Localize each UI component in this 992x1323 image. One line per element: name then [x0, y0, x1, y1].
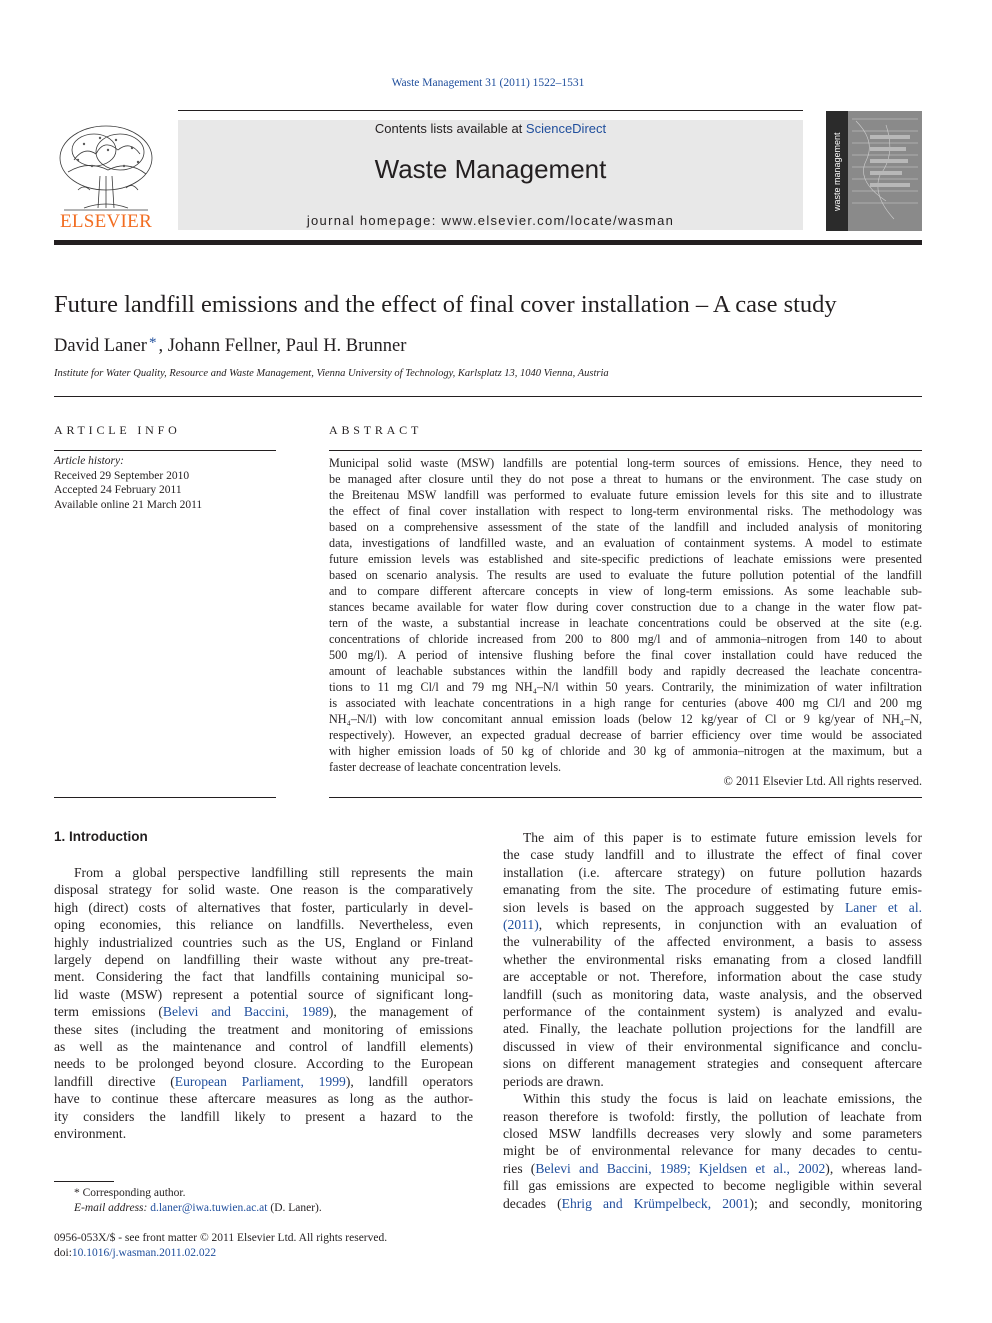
abstract-line: based on a comprehensive assessment of the state of the landfill and included analysis of monitoring	[329, 520, 922, 534]
abstract-line: tions to 11 mg Cl/l and 79 mg NH₄–N/l within 50 years. Contrarily, the minimization of water infiltration	[329, 680, 922, 694]
abstract-line: is associated with leachate concentrations in a high range for centuries (above 400 mg Cl/l and 200 mg	[329, 696, 922, 710]
body-line: emanating from the site. The procedure of estimating future emis-	[503, 882, 922, 898]
body-line: might be of environmental relevance for many decades to centu-	[503, 1143, 922, 1159]
abstract-rule	[329, 450, 922, 451]
history-online: Available online 21 March 2011	[54, 498, 203, 511]
abstract-bottom-rule	[329, 797, 922, 798]
author-affiliation: Institute for Water Quality, Resource and Waste Management, Vienna University of Technology, Karlsplatz 13, 1040 Vienna, Austria	[54, 368, 609, 379]
citation-link[interactable]: (2011)	[503, 917, 539, 933]
email-label: E-mail address:	[74, 1201, 148, 1214]
body-line: installation (i.e. aftercare strategy) on future pollution hazards	[503, 864, 922, 880]
body-line	[54, 1003, 473, 1020]
article-info-rule	[54, 450, 276, 451]
body-line: ated. Finally, the leachate pollution projections for the landfill are	[503, 1021, 922, 1037]
text-run: ); and secondly, monitoring	[749, 1195, 922, 1211]
contents-line	[178, 121, 803, 136]
corresponding-author-note	[54, 1186, 322, 1201]
introduction-heading: 1. Introduction	[54, 829, 148, 844]
abstract-line: tern of the waste, a substantial increase in leachate concentrations could be observed at the site (e.g.	[329, 616, 922, 630]
body-line: periods are drawn.	[503, 1073, 604, 1089]
body-line	[503, 1160, 922, 1177]
abstract-text	[329, 455, 922, 775]
text-run: ries (	[503, 1160, 536, 1176]
body-line: are acceptable or not. Therefore, information about the case study	[503, 969, 922, 985]
header-rule	[178, 110, 803, 111]
introduction-left-column	[54, 864, 473, 1143]
article-info-bottom-rule	[54, 797, 276, 798]
history-label: Article history:	[54, 455, 124, 467]
citation-link[interactable]: Belevi and Baccini, 1989	[162, 1004, 329, 1020]
body-line: highly industrialized countries such as the US, England or Finland	[54, 934, 473, 950]
body-line: the vulnerability of the affected environment, a basis to assess	[503, 934, 922, 950]
email-suffix: (D. Laner).	[267, 1201, 322, 1214]
footnote-mark: *	[74, 1187, 80, 1199]
journal-cover-thumbnail[interactable]	[826, 111, 922, 231]
body-line: these sites (including the treatment and monitoring of emissions	[54, 1021, 473, 1037]
body-line: reason therefore is twofold: firstly, the pollution of leachate from	[503, 1108, 922, 1124]
elsevier-wordmark: ELSEVIER	[59, 211, 153, 232]
doi-link[interactable]: 10.1016/j.wasman.2011.02.022	[71, 1246, 217, 1259]
doi-line	[54, 1246, 387, 1261]
text-run: ), the management of	[328, 1004, 473, 1020]
author-list	[54, 335, 406, 357]
body-line: lid waste (MSW) represent a potential source of significant long-	[54, 986, 473, 1002]
body-line	[503, 916, 922, 933]
body-line: Within this study the focus is laid on leachate emissions, the	[523, 1091, 922, 1107]
abstract-line: NH₄–N/l) with low concomitant annual emission loads (below 12 kg/year of Cl or 9 kg/year of NH₄–N,	[329, 712, 922, 726]
body-line: whether the environmental risks emanating from a closed landfill	[503, 951, 922, 967]
journal-title: Waste Management	[374, 154, 607, 184]
body-line	[503, 1195, 922, 1212]
first-author: David Laner	[54, 336, 147, 356]
body-line: discussed in view of their environmental significance and conclu-	[503, 1038, 922, 1054]
article-title: Future landfill emissions and the effect of final cover installation – A case study	[54, 291, 837, 318]
abstract-line: and to compare different aftercare concepts in view of long-term emissions. As some leachable sub-	[329, 584, 922, 598]
abstract-line: stances became available for water flow during cover construction due to a change in the water flow pat-	[329, 600, 922, 614]
citation-link[interactable]: European Parliament, 1999	[174, 1073, 346, 1089]
body-line: The aim of this paper is to estimate future emission levels for	[523, 830, 922, 845]
body-line: sions on different management strategies and consequent aftercare	[503, 1056, 922, 1072]
journal-homepage[interactable]: journal homepage: www.elsevier.com/locate/wasman	[306, 213, 675, 228]
text-run: ), whereas land-	[825, 1160, 922, 1176]
abstract-line: with higher emission loads of 50 kg of chloride and 30 kg of ammonia–nitrogen at the maximum, but a	[329, 744, 922, 758]
email-link[interactable]: d.laner@iwa.tuwien.ac.at	[150, 1201, 268, 1214]
body-line: environment.	[54, 1126, 127, 1142]
body-line: have to continue these aftercare measures as long as the author-	[54, 1091, 473, 1107]
body-line: disposal strategy for solid waste. One reason is the comparatively	[54, 882, 473, 898]
introduction-right-column	[503, 829, 922, 1212]
body-line: oping economies, this reliance on landfills. Nevertheless, even	[54, 917, 473, 933]
body-line	[54, 1073, 473, 1090]
title-rule	[54, 396, 922, 397]
abstract-line: respectively). However, an expected gradual decrease of barrier efficiency over time would be associated	[329, 728, 922, 742]
body-line: landfill (such as monitoring data, waste analysis, and the observed	[503, 986, 922, 1002]
citation-link[interactable]: Ehrig and Krümpelbeck, 2001	[561, 1195, 750, 1211]
abstract-line: the effect of final cover installation with respect to long-term environmental risks. The methodology was	[329, 504, 922, 518]
footnote-label: Corresponding author.	[79, 1187, 186, 1199]
journal-citation[interactable]: Waste Management 31 (2011) 1522–1531	[391, 77, 585, 89]
body-line: largely depend on landfilling their waste without any pre-treat-	[54, 952, 473, 968]
body-line	[503, 899, 922, 916]
doi-label: doi:	[54, 1246, 72, 1259]
abstract-line: concentrations of chloride increased from 200 to 800 mg/l and of ammonia–nitrogen from 140 to about	[329, 632, 922, 646]
article-history	[54, 454, 202, 512]
text-run: , which represents, in conjunction with an evaluation of	[538, 917, 922, 933]
text-run: ), landfill operators	[345, 1073, 474, 1089]
contents-prefix: Contents lists available at	[374, 121, 523, 136]
body-line: as well as the maintenance and control of landfill elements)	[54, 1039, 473, 1055]
front-matter	[54, 1231, 387, 1260]
body-line: closed MSW landfills decreases very slowly and some parameters	[503, 1125, 922, 1141]
body-line: needs to be prolonged beyond closure. According to the European	[54, 1056, 473, 1072]
body-line: high (direct) costs of alternatives that foster, particularly in devel-	[54, 899, 473, 915]
abstract-line: 500 mg/l). A period of intensive flushing before the final cover installation could have reduced the	[329, 648, 922, 662]
history-received: Received 29 September 2010	[54, 469, 190, 482]
abstract-line: data, investigations of landfilled waste, and an evaluation of containment systems. A model to estimate	[329, 536, 922, 550]
cover-title-text: waste management	[832, 132, 842, 211]
citation-link[interactable]: Belevi and Baccini, 1989; Kjeldsen et al., 2002	[535, 1160, 826, 1176]
other-authors: , Johann Fellner, Paul H. Brunner	[158, 336, 407, 356]
body-line: ity considers the landfill likely to present a hazard to the	[54, 1108, 473, 1124]
body-line: ment. Considering the fact that landfills containing municipal so-	[54, 969, 473, 985]
abstract-line: Municipal solid waste (MSW) landfills are potential long-term sources of emissions. Hence, they need to	[329, 456, 922, 470]
text-run: sion levels is based on the approach suggested by	[503, 899, 845, 915]
abstract-line: the Breitenau MSW landfill was performed to evaluate future emission levels for this site and to illustrate	[329, 488, 922, 502]
abstract-line: future emission levels was established and site-specific predictions of leachate emissions were presented	[329, 552, 922, 566]
body-line: From a global perspective landfilling still represents the main	[74, 865, 473, 880]
sciencedirect-link[interactable]: ScienceDirect	[525, 121, 607, 136]
abstract-copyright: © 2011 Elsevier Ltd. All rights reserved.	[723, 774, 922, 788]
article-info-heading: ARTICLE INFO	[54, 423, 181, 437]
history-accepted: Accepted 24 February 2011	[54, 484, 182, 497]
abstract-line: faster decrease of leachate concentration levels.	[329, 760, 562, 774]
footnote	[54, 1186, 322, 1215]
abstract-line: amount of leachable substances within the landfill body and rapidly decreased the leachate concentra-	[329, 664, 922, 678]
text-run: landfill directive (	[54, 1073, 175, 1089]
text-run: term emissions (	[54, 1004, 163, 1020]
corresponding-author-mark[interactable]: *	[148, 335, 157, 351]
abstract-line: be managed after closure until they do not pose a threat to humans or the environment. The case study on	[329, 472, 922, 486]
header-thick-rule	[54, 240, 922, 245]
body-line: the case study landfill and to illustrate the effect of final cover	[503, 847, 922, 863]
abstract-heading: ABSTRACT	[329, 423, 423, 437]
body-line: fill gas emissions are expected to become negligible within several	[503, 1178, 922, 1194]
citation-link[interactable]: Laner et al.	[844, 899, 923, 915]
email-note	[54, 1201, 322, 1216]
footnote-rule	[54, 1181, 114, 1182]
abstract-line: based on scenario analysis. The results are used to evaluate the future pollution potential of the landfill	[329, 568, 922, 582]
body-line: performance of the containment system) is analyzed and evalu-	[503, 1004, 922, 1020]
text-run: decades (	[503, 1195, 562, 1211]
issn-line: 0956-053X/$ - see front matter © 2011 Elsevier Ltd. All rights reserved.	[54, 1232, 388, 1244]
